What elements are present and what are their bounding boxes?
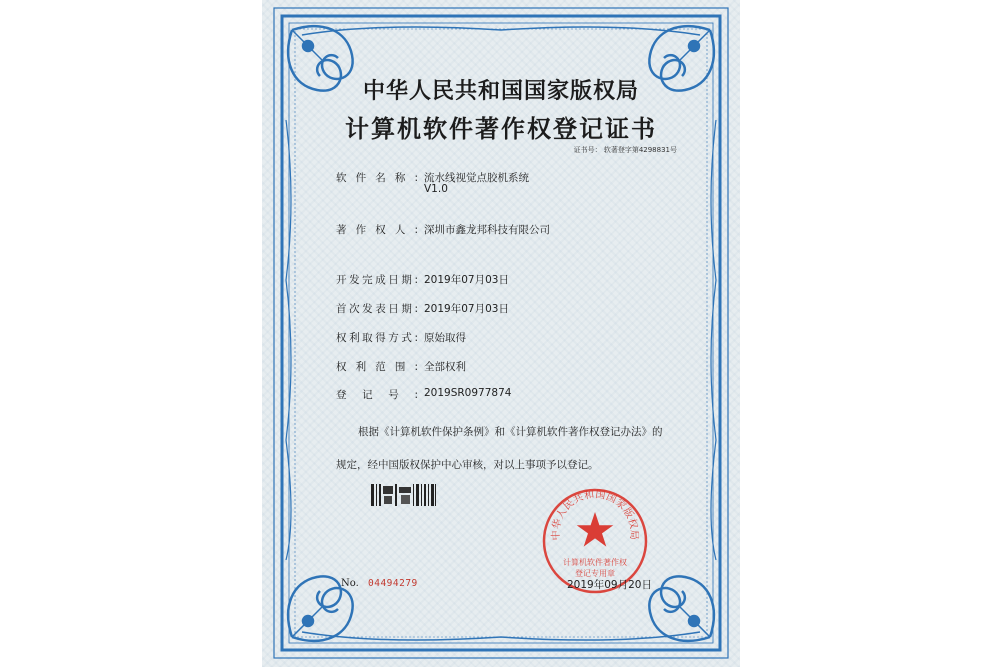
barcode <box>371 484 437 506</box>
registration-number-value: 2019SR0977874 <box>424 387 512 399</box>
rights-scope-value: 全部权利 <box>424 361 466 373</box>
first-publication-date-label: 首次发表日期: <box>336 303 418 315</box>
completion-date-label: 开发完成日期: <box>336 274 418 286</box>
statement-line-1: 根据《计算机软件保护条例》和《计算机软件著作权登记办法》的 <box>358 426 663 438</box>
statement-line-2: 规定，经中国版权保护中心审核，对以上事项予以登记。 <box>336 459 599 471</box>
registration-number-label: 登记号: <box>336 389 418 401</box>
serial-number-value: 04494279 <box>368 578 418 589</box>
software-name-label: 软件名称: <box>336 172 418 184</box>
first-publication-date-value: 2019年07月03日 <box>424 303 509 315</box>
rights-acquisition-label: 权利取得方式: <box>336 332 418 344</box>
copyright-owner-label: 著作权人: <box>336 224 418 236</box>
issuer-title: 中华人民共和国国家版权局 <box>362 79 639 104</box>
software-version-value: V1.0 <box>424 183 448 195</box>
svg-text:计算机软件著作权: 计算机软件著作权 <box>563 558 627 567</box>
svg-text:中华人民共和国国家版权局: 中华人民共和国国家版权局 <box>550 489 640 541</box>
software-name-value: 流水线视觉点胶机系统 <box>424 172 529 184</box>
rights-scope-label: 权利范围: <box>336 361 418 373</box>
corner-ornament-bottom-right <box>649 576 713 640</box>
certificate <box>262 0 740 667</box>
seal-star-icon <box>577 512 614 547</box>
certificate-number: 证书号： 软著登字第4298831号 <box>573 146 677 154</box>
svg-text:登记专用章: 登记专用章 <box>575 569 615 578</box>
completion-date-value: 2019年07月03日 <box>424 274 509 286</box>
copyright-owner-value: 深圳市鑫龙邦科技有限公司 <box>424 224 550 236</box>
rights-acquisition-value: 原始取得 <box>424 332 466 344</box>
issue-date: 2019年09月20日 <box>567 579 652 591</box>
serial-number-label: No. <box>341 578 359 589</box>
certificate-title: 计算机软件著作权登记证书 <box>345 115 657 143</box>
